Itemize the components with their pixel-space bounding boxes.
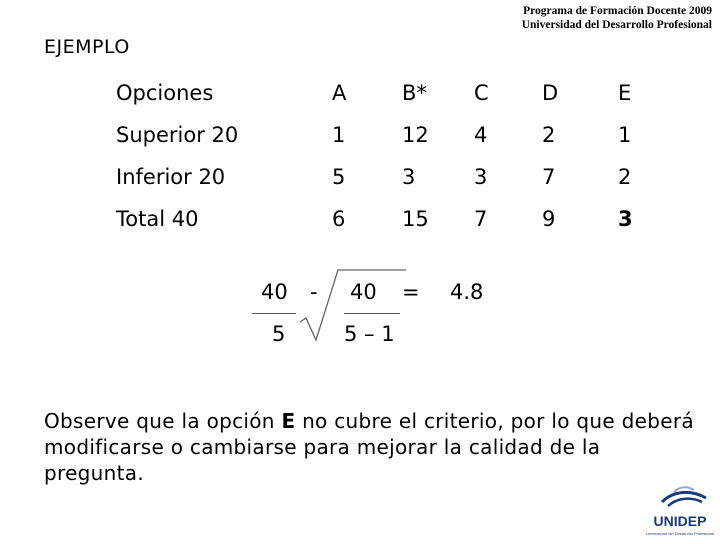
table-cell: 7 bbox=[474, 207, 488, 231]
unidep-emblem-icon bbox=[640, 484, 720, 540]
table-cell: 2 bbox=[618, 165, 632, 189]
formula-denominator-1: 5 bbox=[272, 322, 286, 346]
observation-part-2: no cubre el criterio, por lo que deberá modificarse o cambiarse para mejorar la calidad de la pregunta. bbox=[44, 409, 694, 485]
slide-title: EJEMPLO bbox=[44, 36, 130, 58]
table-cell: Inferior 20 bbox=[116, 165, 226, 189]
observation-text bbox=[44, 408, 694, 486]
program-title: Programa de Formación Docente 2009 bbox=[523, 5, 712, 17]
header-cell: Opciones bbox=[116, 81, 214, 105]
table-cell: Superior 20 bbox=[116, 123, 239, 147]
table-cell: 6 bbox=[332, 207, 346, 231]
logo-wordmark: UNIDEP bbox=[653, 513, 707, 529]
table-row bbox=[108, 114, 678, 156]
header-cell: B* bbox=[402, 81, 427, 105]
options-table bbox=[108, 72, 678, 240]
logo-tagline: Universidad del Desarrollo Profesional bbox=[645, 531, 715, 536]
formula-result: 4.8 bbox=[450, 280, 484, 304]
table-cell: 12 bbox=[402, 123, 429, 147]
observation-part-1: Observe que la opción bbox=[44, 409, 282, 433]
table-cell: 3 bbox=[618, 207, 633, 231]
table-cell: 2 bbox=[542, 123, 556, 147]
table-cell: Total 40 bbox=[116, 207, 199, 231]
table-cell: 3 bbox=[402, 165, 416, 189]
fraction-bar-1 bbox=[252, 313, 296, 314]
unidep-logo bbox=[640, 484, 720, 540]
header-cell: C bbox=[474, 81, 489, 105]
header-cell: D bbox=[542, 81, 559, 105]
table-cell: 7 bbox=[542, 165, 556, 189]
table-row bbox=[108, 198, 678, 240]
header-cell: A bbox=[332, 81, 347, 105]
observation-highlight: E bbox=[281, 409, 296, 433]
table-header-row bbox=[108, 72, 678, 114]
fraction-bar-2 bbox=[344, 313, 400, 314]
table-cell: 1 bbox=[618, 123, 632, 147]
formula-minus: - bbox=[310, 280, 318, 304]
table-row bbox=[108, 156, 678, 198]
formula-numerator-2: 40 bbox=[350, 280, 377, 304]
header-cell: E bbox=[618, 81, 632, 105]
formula-equals: = bbox=[402, 280, 420, 304]
table-cell: 15 bbox=[402, 207, 429, 231]
table-cell: 1 bbox=[332, 123, 346, 147]
formula-denominator-2: 5 – 1 bbox=[344, 322, 395, 346]
table-cell: 9 bbox=[542, 207, 556, 231]
institution-header bbox=[522, 4, 712, 32]
table-cell: 3 bbox=[474, 165, 488, 189]
table-cell: 4 bbox=[474, 123, 488, 147]
formula-numerator-1: 40 bbox=[261, 280, 288, 304]
table-cell: 5 bbox=[332, 165, 346, 189]
university-name: Universidad del Desarrollo Profesional bbox=[521, 19, 712, 31]
